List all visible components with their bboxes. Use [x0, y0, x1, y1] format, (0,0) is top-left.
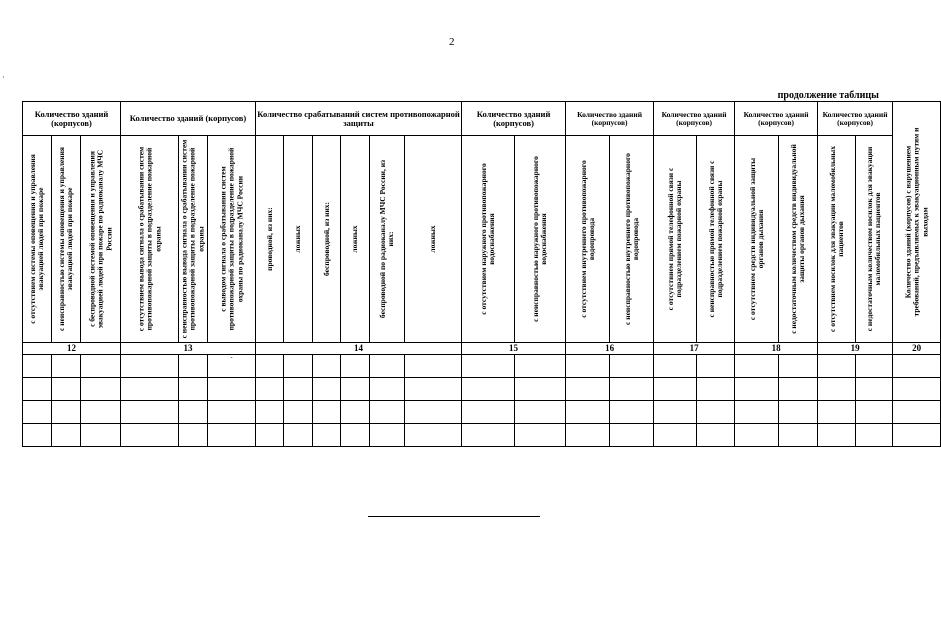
column-header-14e: беспроводной по радиоканалу МЧС России, из них:: [370, 136, 405, 343]
column-header-18a: с отсутствием средств индивидуальной защиты органов дыхания: [735, 136, 779, 343]
table-row: [23, 424, 941, 447]
column-header-14c: беспроводной, из них:: [313, 136, 341, 343]
column-number-17: 17: [654, 343, 735, 355]
column-number-14: 14: [256, 343, 462, 355]
column-header-19b: с недостаточным количеством носилок для эвакуации маломобильных пациентов: [856, 136, 893, 343]
report-table: [22, 101, 941, 447]
column-header-19a: с отсутствием носилок для эвакуации маломобильных пациентов: [818, 136, 856, 343]
group-header-12: Количество зданий (корпусов): [23, 102, 121, 136]
margin-mark: ·: [2, 73, 5, 82]
column-header-13b: с неисправностью вывода сигнала о срабатывании систем противопожарной защиты в подразделение пожарной охраны: [179, 136, 208, 343]
column-header-14a: проводной, из них:: [256, 136, 284, 343]
column-number-19: 19: [818, 343, 893, 355]
column-number-12: 12: [23, 343, 121, 355]
column-header-16b: с неисправностью внутреннего противопожарного водопровода: [610, 136, 654, 343]
column-number-16: 16: [566, 343, 654, 355]
group-header-17: Количество зданий (корпусов): [654, 102, 735, 136]
column-header-13c: с выводом сигнала о срабатывании систем противопожарной защиты в подразделение пожарной охраны по радиоканалу МЧС России: [208, 136, 256, 343]
group-header-14: Количество срабатываний систем противопожарной защиты: [256, 102, 462, 136]
group-header-13: Количество зданий (корпусов): [121, 102, 256, 136]
column-header-14f: ложных: [405, 136, 462, 343]
column-header-12c: с беспроводной системой оповещения и управления эвакуацией людей при пожаре по радиоканалу МЧС России: [81, 136, 121, 343]
column-number-13: 13: [121, 343, 256, 355]
column-header-14d: ложных: [341, 136, 370, 343]
column-number-18: 18: [735, 343, 818, 355]
column-header-18b: с недостаточным количеством средств индивидуальной защиты органов дыхания: [779, 136, 818, 343]
row-mark: -: [208, 355, 256, 378]
column-header-20: Количество зданий (корпусов) с нарушением требований, предъявляемых к эвакуационным путям и выходам: [893, 102, 941, 343]
column-header-16a: с отсутствием внутреннего противопожарного водопровода: [566, 136, 610, 343]
group-header-19: Количество зданий (корпусов): [818, 102, 893, 136]
table-row: [23, 378, 941, 401]
footer-divider: [368, 516, 540, 517]
column-header-15b: с неисправностью наружного противопожарного водоснабжения: [515, 136, 566, 343]
group-header-15: Количество зданий (корпусов): [462, 102, 566, 136]
column-header-15a: с отсутствием наружного противопожарного водоснабжения: [462, 136, 515, 343]
table-row: [23, 355, 941, 378]
column-number-15: 15: [462, 343, 566, 355]
column-header-12a: с отсутствием системы оповещения и управления эвакуацией людей при пожаре: [23, 136, 52, 343]
group-header-16: Количество зданий (корпусов): [566, 102, 654, 136]
column-header-17a: с отсутствием прямой телефонной связи с подразделением пожарной охраны: [654, 136, 697, 343]
page-number: 2: [449, 36, 455, 48]
column-header-14b: ложных: [284, 136, 313, 343]
table-row: [23, 401, 941, 424]
group-header-18: Количество зданий (корпусов): [735, 102, 818, 136]
column-header-13a: с отсутствием вывода сигнала о срабатывании систем противопожарной защиты в подразделение пожарной охраны: [121, 136, 179, 343]
column-header-12b: с неисправностью системы оповещения и управления эвакуацией людей при пожаре: [52, 136, 81, 343]
continuation-label: продолжение таблицы: [777, 90, 879, 101]
column-number-20: 20: [893, 343, 941, 355]
column-header-17b: с неисправностью прямой телефонной связи с подразделением пожарной охраны: [697, 136, 735, 343]
